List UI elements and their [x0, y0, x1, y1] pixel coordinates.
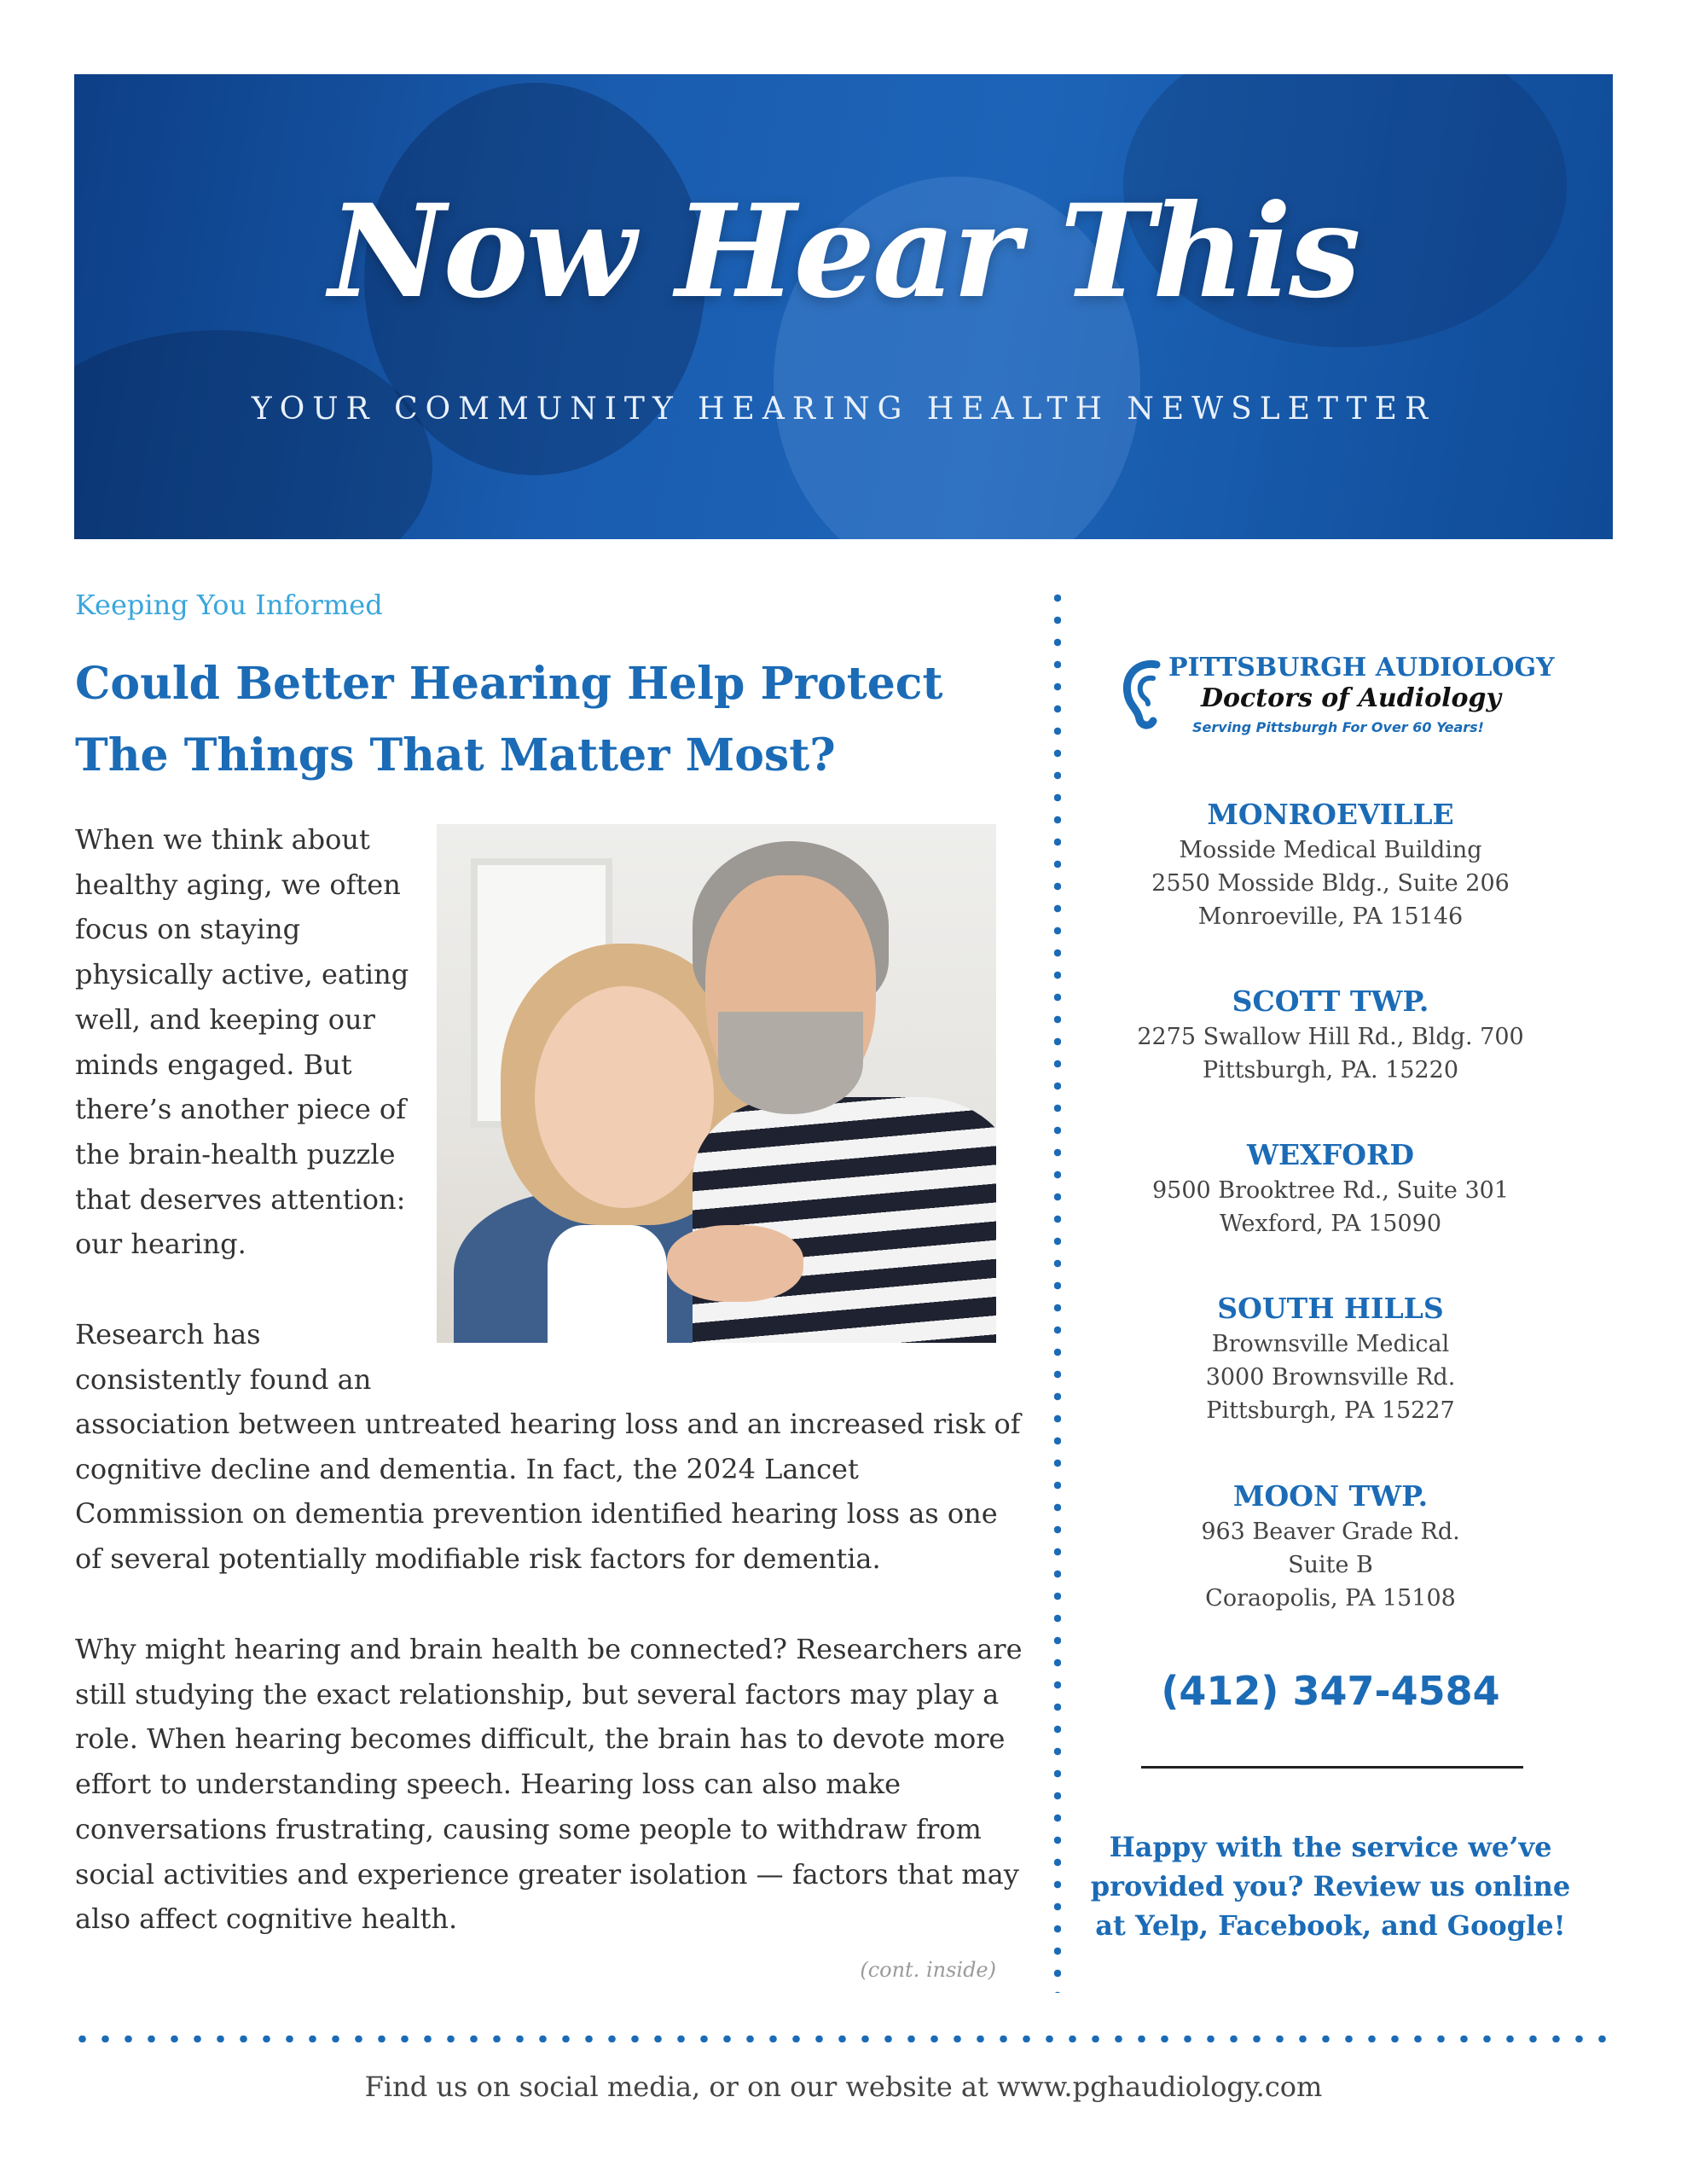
location-address-line: 963 Beaver Grade Rd. — [1201, 1519, 1460, 1545]
phone-number: (412) 347-4584 — [1161, 1668, 1500, 1714]
location-address-line: Pittsburgh, PA. 15220 — [1202, 1057, 1459, 1083]
location-address-line: Mosside Medical Building — [1179, 837, 1482, 863]
location-name: SOUTH HILLS — [1217, 1292, 1444, 1325]
ear-logo-icon — [1119, 656, 1175, 729]
footer-website-note: Find us on social media, or on our website at www.pghaudiology.com — [364, 2071, 1323, 2103]
location-address-line: 9500 Brooktree Rd., Suite 301 — [1151, 1177, 1510, 1204]
article-kicker: Keeping You Informed — [75, 589, 383, 621]
location-address-line: 2275 Swallow Hill Rd., Bldg. 700 — [1137, 1024, 1524, 1050]
couple-photo — [437, 824, 996, 1343]
photo-man-beard — [718, 1012, 863, 1114]
banner-photo-shape — [74, 330, 432, 539]
photo-woman-face — [535, 986, 714, 1208]
pittsburgh-audiology-logo — [1119, 653, 1562, 738]
article-research-paragraph: association between untreated hearing loss and an increased risk of cognitive decline and dementia. In fact, the 2024 Lancet Commission on dementia prevention identified hearing loss as one of several potentially modifiable risk factors for dementia. — [75, 1408, 1021, 1576]
sidebar-rule — [1141, 1766, 1523, 1769]
location-name: MOON TWP. — [1232, 1479, 1429, 1513]
location-wexford — [1109, 1136, 1552, 1240]
vertical-dotted-divider — [1054, 587, 1061, 1993]
article-why-paragraph: Why might hearing and brain health be connected? Researchers are still studying the exact relationship, but several factors may play a role. When hearing becomes difficult, the brain has to devote more effort to understanding speech. Hearing loss can also make conversations frustrating, causing some people to withdraw from social activities and experience greater isolation — factors that may also affect cognitive health. — [75, 1633, 1023, 1936]
newsletter-subtitle: YOUR COMMUNITY HEARING HEALTH NEWSLETTER — [251, 392, 1436, 427]
logo-name: PITTSBURGH AUDIOLOGY — [1168, 653, 1555, 682]
article-headline: Could Better Hearing Help Protect The Things That Matter Most? — [75, 658, 943, 781]
location-name: WEXFORD — [1246, 1138, 1415, 1171]
location-name: SCOTT TWP. — [1232, 985, 1429, 1018]
photo-hands — [667, 1225, 803, 1302]
location-address-line: Pittsburgh, PA 15227 — [1206, 1397, 1455, 1424]
location-name: MONROEVILLE — [1207, 798, 1454, 831]
location-address-line: 3000 Brownsville Rd. — [1205, 1364, 1456, 1391]
article-intro-paragraph: When we think about healthy aging, we often focus on staying physically active, eating well, and keeping our minds engaged. But there’s another piece of the brain-health puzzle that deserves attention: our hearing. — [75, 823, 409, 1261]
location-south-hills — [1109, 1290, 1552, 1427]
location-moon-twp — [1109, 1478, 1552, 1615]
location-address-line: Monroeville, PA 15146 — [1197, 903, 1464, 930]
photo-man-striped-shirt — [693, 1097, 996, 1343]
location-scott-twp — [1109, 983, 1552, 1087]
location-address-line: Brownsville Medical — [1211, 1331, 1450, 1357]
newsletter-title: Now Hear This — [328, 177, 1359, 327]
location-address-line: Wexford, PA 15090 — [1219, 1211, 1442, 1237]
photo-woman-shirt — [548, 1225, 667, 1343]
location-address-line: 2550 Mosside Bldg., Suite 206 — [1151, 870, 1510, 897]
newsletter-banner — [74, 74, 1613, 539]
article-research-paragraph-start: Research has consistently found an — [75, 1318, 372, 1396]
horizontal-dotted-divider — [71, 2036, 1616, 2042]
location-address-line: Coraopolis, PA 15108 — [1205, 1585, 1456, 1612]
location-address-line: Suite B — [1288, 1552, 1373, 1578]
continued-note: (cont. inside) — [860, 1958, 996, 1982]
logo-serving-line: Serving Pittsburgh For Over 60 Years! — [1192, 719, 1484, 735]
logo-tagline: Doctors of Audiology — [1201, 683, 1501, 713]
review-request: Happy with the service we’ve provided you? Review us online at Yelp, Facebook, and Google! — [1090, 1831, 1571, 1942]
location-monroeville — [1109, 796, 1552, 933]
